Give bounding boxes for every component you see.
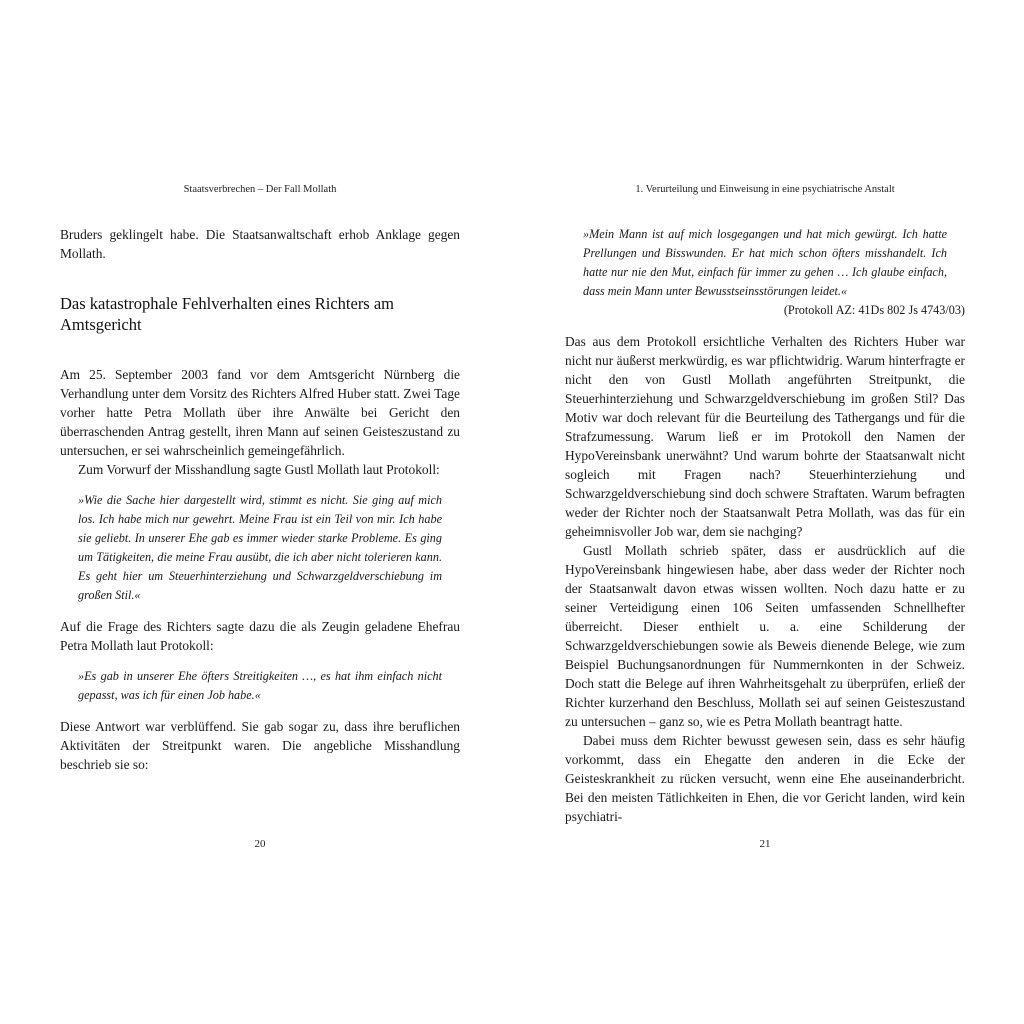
section-heading: Das katastrophale Fehlverhalten eines Richters am Amtsgericht: [60, 294, 395, 334]
right-paragraph-2: Gustl Mollath schrieb später, dass er ausdrücklich auf die HypoVereinsbank hingewiesen habe, aber dass weder der Richter noch der Staatsanwalt davon etwas wissen wollten. Noch dazu hatte er zu seiner Verteidigung einen 106 Seiten umfassenden Schnellhefter überreicht. Dieser enthielt u. a. eine Schilderung der Schwarzgeldverschiebungen sowie als Beweis dienende Belege, wie zum Beispiel Buchungsanordnungen für Nummernkonten in der Schweiz. Doch statt die Belege auf ihren Wahrheitsgehalt zu überprüfen, erließ der Richter kurzerhand den Beschluss, Mollath sei auf seinen Geisteszustand zu untersuchen – ganz so, wie es Petra Mollath beantragt hatte.: [565, 543, 965, 729]
left-page-number: 20: [254, 838, 266, 850]
left-paragraph-5: Diese Antwort war verblüffend. Sie gab sogar zu, dass ihre beruflichen Aktivitäten der Streitpunkt waren. Die angebliche Misshandlung beschrieb sie so:: [60, 719, 460, 772]
right-paragraph-3: Dabei muss dem Richter bewusst gewesen sein, dass es sehr häufig vorkommt, dass ein Ehegatte den anderen in die Ecke der Geisteskrankheit zu rücken versucht, wenn eine Ehe auseinanderbricht. Bei den meisten Tätlichkeiten in Ehen, die vor Gericht landen, wird kein psychiatri-: [565, 733, 965, 824]
left-paragraph-4: Auf die Frage des Richters sagte dazu die als Zeugin geladene Ehefrau Petra Mollath laut Protokoll:: [60, 619, 460, 653]
left-paragraph-1: Bruders geklingelt habe. Die Staatsanwaltschaft erhob Anklage gegen Mollath.: [60, 227, 460, 261]
left-page: [60, 0, 460, 1024]
right-page-number: 21: [759, 838, 771, 850]
left-page-body: [60, 225, 460, 774]
left-running-head: Staatsverbrechen – Der Fall Mollath: [183, 184, 337, 195]
right-page: [565, 0, 965, 1024]
right-paragraph-1: Das aus dem Protokoll ersichtliche Verhalten des Richters Huber war nicht nur äußerst merkwürdig, es war pflichtwidrig. Warum hinterfragte er nicht den von Gustl Mollath angeführten Streitpunkt, die Steuerhinterziehung und Schwarzgeldverschiebung im großen Stil? Das Motiv war doch relevant für die Beurteilung des Tathergangs und für die Strafzumessung. Warum ließ er im Protokoll den Namen der HypoVereinsbank unerwähnt? Und warum bohrte der Staatsanwalt nicht sogleich mit Fragen nach? Steuerhinterziehung und Schwarzgeldverschiebung sind doch schwere Straftaten. Warum befragten weder der Richter noch der Staatsanwalt Petra Mollath, was das für ein geheimnisvoller Job war, dem sie nachging?: [565, 334, 965, 539]
quote-petra-mollath: »Es gab in unserer Ehe öfters Streitigkeiten …, es hat ihm einfach nicht gepasst, was ich für einen Job habe.«: [78, 669, 442, 702]
left-paragraph-3: Zum Vorwurf der Misshandlung sagte Gustl Mollath laut Protokoll:: [78, 462, 440, 477]
quote-source: (Protokoll AZ: 41Ds 802 Js 4743/03): [783, 303, 965, 317]
right-page-body: [565, 225, 965, 826]
right-running-head: 1. Verurteilung und Einweisung in eine psychiatrische Anstalt: [635, 184, 895, 195]
left-paragraph-2: Am 25. September 2003 fand vor dem Amtsgericht Nürnberg die Verhandlung unter dem Vorsitz des Richters Alfred Huber statt. Zwei Tage vorher hatte Petra Mollath über ihre Anwälte bei Gericht den überraschenden Antrag gestellt, ihren Mann auf seinen Geisteszustand zu untersuchen, er sei wahrscheinlich gemeingefährlich.: [60, 367, 460, 458]
quote-petra-statement: »Mein Mann ist auf mich losgegangen und hat mich gewürgt. Ich hatte Prellungen und Bisswunden. Er hat mich schon öfters misshandelt. Ich hatte nur nie den Mut, einfach für immer zu gehen … Ich glaube einfach, dass mein Mann unter Bewusstseinsstörungen leidet.«: [583, 227, 947, 298]
quote-gustl-mollath: »Wie die Sache hier dargestellt wird, stimmt es nicht. Sie ging auf mich los. Ich habe mich nur gewehrt. Meine Frau ist ein Teil von mir. Ich habe sie geliebt. In unserer Ehe gab es immer wieder starke Probleme. Es ging um Tätigkeiten, die meine Frau ausübt, die ich aber nicht tolerieren kann. Es geht hier um Steuerhinterziehung und Schwarzgeldverschiebung im großen Stil.«: [78, 493, 442, 602]
